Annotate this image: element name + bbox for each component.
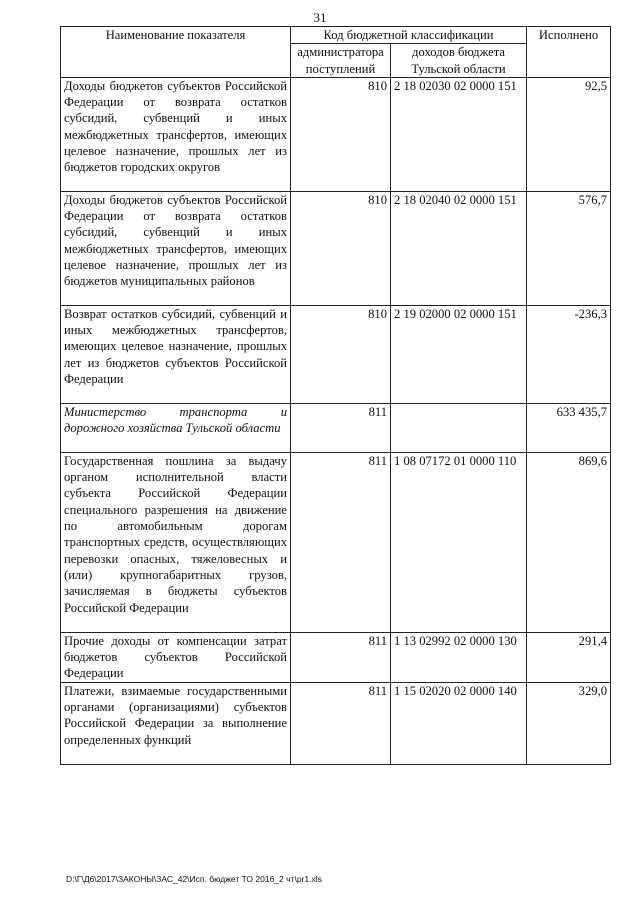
executed-amount: 633 435,7 <box>527 403 611 452</box>
table-row <box>61 632 611 682</box>
admin-code: 810 <box>291 191 391 305</box>
admin-code: 811 <box>291 632 391 682</box>
executed-amount: 291,4 <box>527 632 611 682</box>
header-executed: Исполнено <box>527 27 611 78</box>
budget-code: 2 19 02000 02 0000 151 <box>391 305 527 403</box>
admin-code: 811 <box>291 452 391 632</box>
budget-code: 1 08 07172 01 0000 110 <box>391 452 527 632</box>
budget-code: 1 15 02020 02 0000 140 <box>391 682 527 764</box>
executed-amount: -236,3 <box>527 305 611 403</box>
budget-code: 2 18 02040 02 0000 151 <box>391 191 527 305</box>
header-indicator-name: Наименование показателя <box>61 27 291 78</box>
executed-amount: 576,7 <box>527 191 611 305</box>
table-row <box>61 77 611 191</box>
header-admin: администратора поступлений <box>291 44 391 78</box>
indicator-name: Доходы бюджетов субъектов Российской Федерации от возврата остатков субсидий, субвенций и иных межбюджетных трансфертов, имеющих целевое назначение, прошлых лет из бюджетов муниципальных районов <box>61 191 291 305</box>
budget-table <box>60 26 611 765</box>
admin-code: 811 <box>291 403 391 452</box>
table-row <box>61 452 611 632</box>
executed-amount: 869,6 <box>527 452 611 632</box>
admin-code: 810 <box>291 77 391 191</box>
budget-code: 2 18 02030 02 0000 151 <box>391 77 527 191</box>
table-row <box>61 403 611 452</box>
indicator-name: Возврат остатков субсидий, субвенций и иных межбюджетных трансфертов, имеющих целевое назначение, прошлых лет из бюджетов субъектов Российской Федерации <box>61 305 291 403</box>
table-row <box>61 191 611 305</box>
table-row <box>61 305 611 403</box>
budget-code <box>391 403 527 452</box>
page-number: 31 <box>313 10 327 25</box>
indicator-name: Государственная пошлина за выдачу органом исполнительной власти субъекта Российской Федерации специального разрешения на движение по автомобильным дорогам транспортных средств, осуществляющих перевозки опасных, тяжеловесных и (или) крупногабаритных грузов, зачисляемая в бюджеты субъектов Российской Федерации <box>61 452 291 632</box>
indicator-name: Прочие доходы от компенсации затрат бюджетов субъектов Российской Федерации <box>61 632 291 682</box>
table-row <box>61 682 611 764</box>
header-classification: Код бюджетной классификации <box>291 27 527 44</box>
indicator-name: Платежи, взимаемые государственными органами (организациями) субъектов Российской Федерации за выполнение определенных функций <box>61 682 291 764</box>
indicator-name: Доходы бюджетов субъектов Российской Федерации от возврата остатков субсидий, субвенций и иных межбюджетных трансфертов, имеющих целевое назначение, прошлых лет из бюджетов городских округов <box>61 77 291 191</box>
budget-code: 1 13 02992 02 0000 130 <box>391 632 527 682</box>
executed-amount: 329,0 <box>527 682 611 764</box>
executed-amount: 92,5 <box>527 77 611 191</box>
indicator-name: Министерство транспорта и дорожного хозяйства Тульской области <box>61 403 291 452</box>
admin-code: 810 <box>291 305 391 403</box>
file-path-footer: D:\Г\Д6\2017\ЗАКОНЫ\ЗАС_42\Исп. бюджет ТО 2016_2 чт\pr1.xls <box>66 874 322 884</box>
header-revenue: доходов бюджета Тульской области <box>391 44 527 78</box>
admin-code: 811 <box>291 682 391 764</box>
